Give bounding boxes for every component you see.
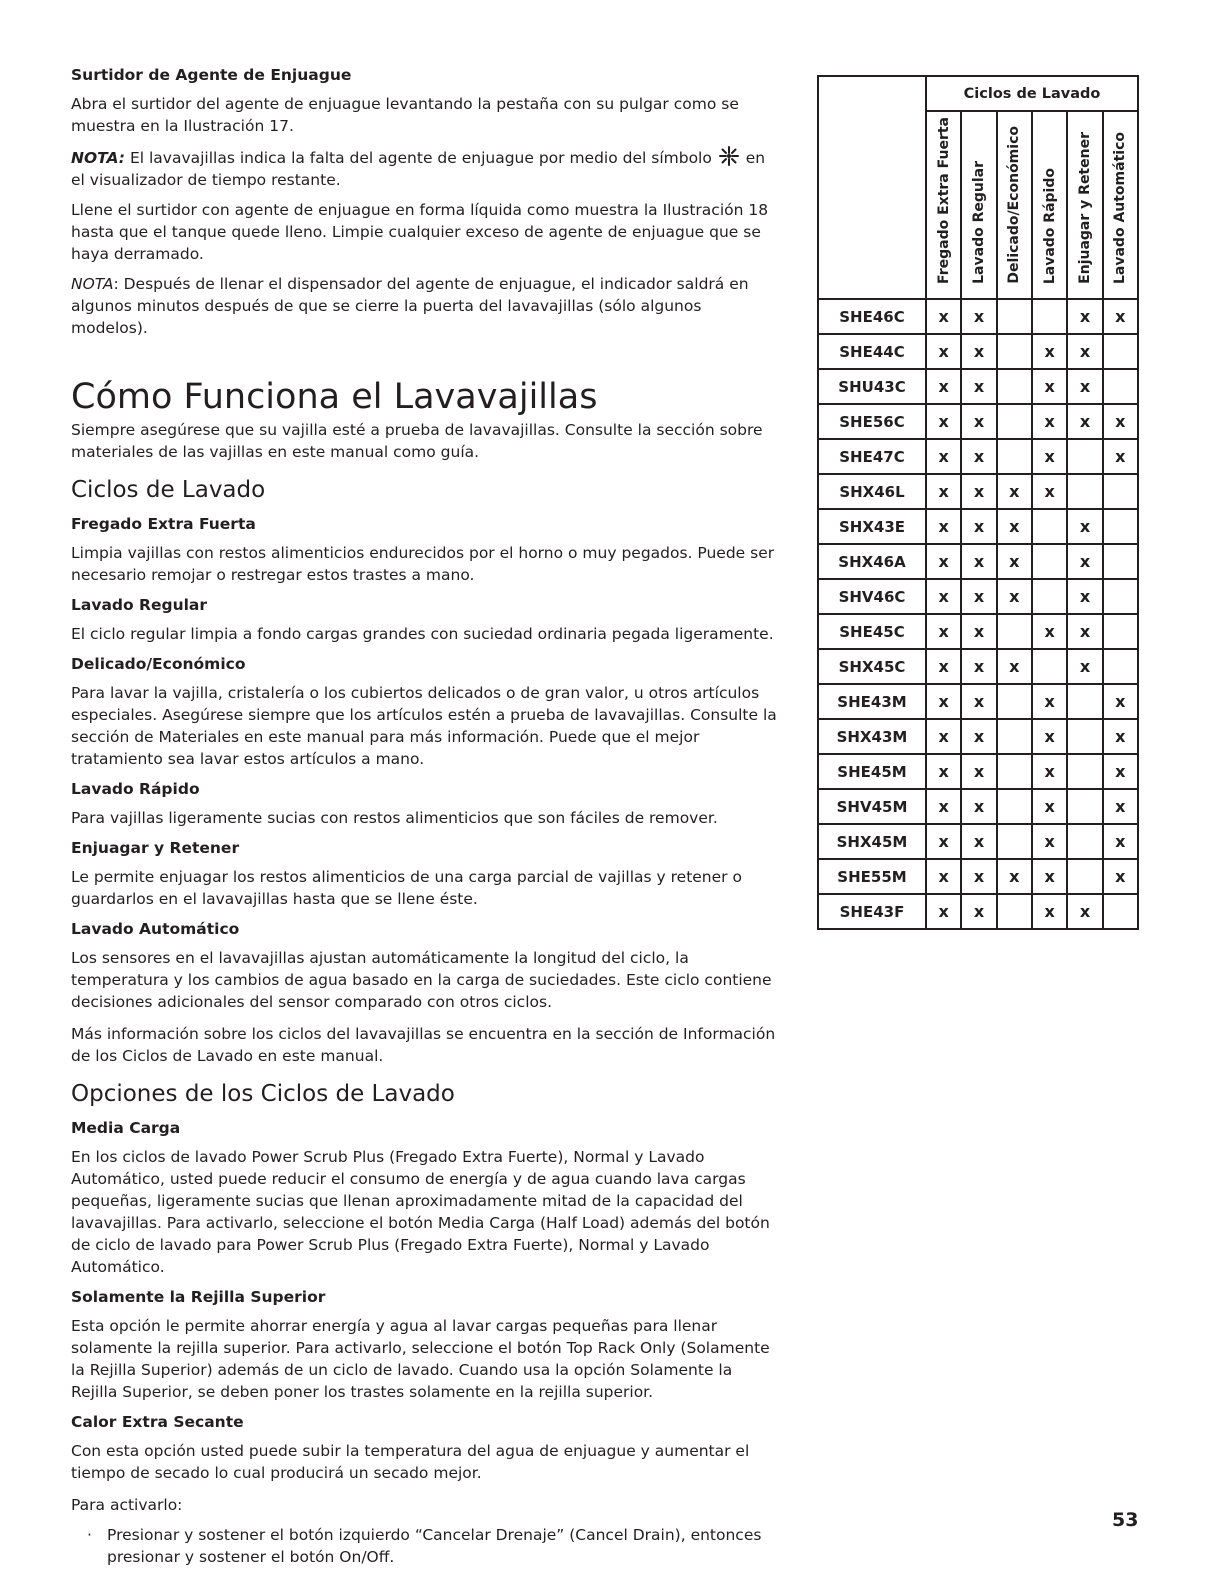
cycle-text: Le permite enjuagar los restos alimenticios de una carga parcial de vajillas y retener o guardarlos en el lavavajillas hasta que se llene éste. bbox=[71, 868, 742, 908]
option-list bbox=[71, 1119, 783, 1484]
mark-cell: x bbox=[961, 579, 996, 614]
table-title: Ciclos de Lavado bbox=[926, 76, 1138, 111]
column-header bbox=[1032, 111, 1067, 299]
mark-cell: x bbox=[961, 824, 996, 859]
table-row bbox=[818, 789, 1138, 824]
mark-cell: x bbox=[926, 684, 961, 719]
empty-cell bbox=[1032, 649, 1067, 684]
model-cell: SHE47C bbox=[818, 439, 926, 474]
mark-cell: x bbox=[926, 719, 961, 754]
empty-cell bbox=[997, 614, 1032, 649]
table-row bbox=[818, 684, 1138, 719]
mark-cell: x bbox=[997, 509, 1032, 544]
model-cell: SHE43M bbox=[818, 684, 926, 719]
cycle-title: Lavado Automático bbox=[71, 920, 240, 938]
cycles-more: Más información sobre los ciclos del lavavajillas se encuentra en la sección de Información de los Ciclos de Lavado en este manual. bbox=[71, 1025, 776, 1065]
mark-cell: x bbox=[1032, 719, 1067, 754]
mark-cell: x bbox=[1103, 684, 1138, 719]
model-cell: SHX45M bbox=[818, 824, 926, 859]
table-row bbox=[818, 404, 1138, 439]
empty-cell bbox=[1067, 859, 1102, 894]
mark-cell: x bbox=[1067, 649, 1102, 684]
option-text: En los ciclos de lavado Power Scrub Plus (Fregado Extra Fuerte), Normal y Lavado Automático, usted puede reducir el consumo de energía y de agua cuando lava cargas pequeñas, ligeramente sucias que llenan aproximadamente mitad de la capacidad del lavavajillas. Para activarlo, seleccione el botón Media Carga (Half Load) además del botón de ciclo de lavado para Power Scrub Plus (Fregado Extra Fuerte), Normal y Lavado Automático. bbox=[71, 1148, 770, 1276]
mark-cell: x bbox=[926, 544, 961, 579]
mark-cell: x bbox=[926, 789, 961, 824]
empty-cell bbox=[997, 894, 1032, 929]
mark-cell: x bbox=[1067, 894, 1102, 929]
mark-cell: x bbox=[926, 894, 961, 929]
mark-cell: x bbox=[1032, 404, 1067, 439]
mark-cell: x bbox=[1032, 369, 1067, 404]
rinse-heading: Surtidor de Agente de Enjuague bbox=[71, 66, 352, 84]
model-cell: SHU43C bbox=[818, 369, 926, 404]
mark-cell: x bbox=[961, 509, 996, 544]
mark-cell: x bbox=[1103, 439, 1138, 474]
column-header bbox=[961, 111, 996, 299]
table-row bbox=[818, 509, 1138, 544]
mark-cell: x bbox=[1032, 824, 1067, 859]
column-header-label: Enjuagar y Retener bbox=[1076, 132, 1093, 284]
mark-cell: x bbox=[961, 859, 996, 894]
table-row bbox=[818, 859, 1138, 894]
column-header bbox=[926, 111, 961, 299]
empty-cell bbox=[997, 439, 1032, 474]
column-header-label: Lavado Regular bbox=[970, 161, 987, 284]
mark-cell: x bbox=[926, 474, 961, 509]
empty-cell bbox=[1032, 509, 1067, 544]
mark-cell: x bbox=[1103, 754, 1138, 789]
cycle-title: Lavado Regular bbox=[71, 596, 208, 614]
model-cell: SHX46L bbox=[818, 474, 926, 509]
model-cell: SHV46C bbox=[818, 579, 926, 614]
table-row bbox=[818, 614, 1138, 649]
page-number: 53 bbox=[1112, 1509, 1139, 1531]
mark-cell: x bbox=[926, 649, 961, 684]
model-cell: SHE43F bbox=[818, 894, 926, 929]
empty-cell bbox=[997, 789, 1032, 824]
activate-label: Para activarlo: bbox=[71, 1496, 183, 1514]
empty-cell bbox=[1103, 649, 1138, 684]
cycle-text: Los sensores en el lavavajillas ajustan automáticamente la longitud del ciclo, la temperatura y los cambios de agua basado en la carga de suciedades. Este ciclo contiene decisiones adicionales del sensor comparado con otros ciclos. bbox=[71, 949, 772, 1011]
mark-cell: x bbox=[1103, 299, 1138, 334]
mark-cell: x bbox=[1032, 859, 1067, 894]
page-title: Cómo Funciona el Lavavajillas bbox=[71, 377, 598, 417]
cycle-text: Para lavar la vajilla, cristalería o los cubiertos delicados o de gran valor, u otros artículos especiales. Asegúrese siempre que los artículos estén a prueba de lavavajillas. Consulte la sección de Materiales en este manual para más información. Puede que el mejor tratamiento sea lavar estos artículos a mano. bbox=[71, 684, 777, 768]
mark-cell: x bbox=[926, 509, 961, 544]
mark-cell: x bbox=[1067, 579, 1102, 614]
cycle-title: Fregado Extra Fuerta bbox=[71, 515, 256, 533]
empty-cell bbox=[997, 299, 1032, 334]
option-title: Media Carga bbox=[71, 1119, 181, 1137]
empty-cell bbox=[1067, 824, 1102, 859]
column-header-label: Fregado Extra Fuerta bbox=[935, 117, 952, 284]
empty-cell bbox=[1067, 474, 1102, 509]
empty-cell bbox=[1032, 544, 1067, 579]
table-row bbox=[818, 719, 1138, 754]
mark-cell: x bbox=[1103, 404, 1138, 439]
mark-cell: x bbox=[926, 614, 961, 649]
table-row bbox=[818, 474, 1138, 509]
intro-text: Siempre asegúrese que su vajilla esté a prueba de lavavajillas. Consulte la sección sobre materiales de las vajillas en este manual como guía. bbox=[71, 421, 763, 461]
empty-cell bbox=[1103, 894, 1138, 929]
table-row bbox=[818, 894, 1138, 929]
mark-cell: x bbox=[961, 299, 996, 334]
mark-cell: x bbox=[961, 334, 996, 369]
cycle-title: Lavado Rápido bbox=[71, 780, 200, 798]
empty-cell bbox=[1103, 369, 1138, 404]
mark-cell: x bbox=[961, 894, 996, 929]
mark-cell: x bbox=[997, 579, 1032, 614]
mark-cell: x bbox=[1032, 684, 1067, 719]
model-cell: SHX43E bbox=[818, 509, 926, 544]
rinse-aid-icon bbox=[717, 145, 741, 167]
mark-cell: x bbox=[1032, 474, 1067, 509]
mark-cell: x bbox=[961, 754, 996, 789]
empty-cell bbox=[1103, 579, 1138, 614]
model-cell: SHV45M bbox=[818, 789, 926, 824]
column-header bbox=[1067, 111, 1102, 299]
empty-cell bbox=[1032, 299, 1067, 334]
model-cell: SHE56C bbox=[818, 404, 926, 439]
cycle-title: Delicado/Económico bbox=[71, 655, 246, 673]
column-header-label: Delicado/Económico bbox=[1006, 126, 1023, 284]
mark-cell: x bbox=[1067, 334, 1102, 369]
empty-cell bbox=[1067, 789, 1102, 824]
cycles-table bbox=[817, 75, 1139, 930]
mark-cell: x bbox=[1032, 789, 1067, 824]
option-text: Esta opción le permite ahorrar energía y agua al lavar cargas pequeñas para llenar solamente la rejilla superior. Para activarlo, seleccione el botón Top Rack Only (Solamente la Rejilla Superior) además de un ciclo de lavado. Cuando usa la opción Solamente la Rejilla Superior, se deben poner los trastes solamente en la rejilla superior. bbox=[71, 1317, 770, 1401]
mark-cell: x bbox=[926, 579, 961, 614]
rinse-note2 bbox=[71, 273, 783, 339]
cycle-text: Para vajillas ligeramente sucias con restos alimenticios que son fáciles de remover. bbox=[71, 809, 718, 827]
mark-cell: x bbox=[961, 684, 996, 719]
table-row bbox=[818, 544, 1138, 579]
cycle-text: Limpia vajillas con restos alimenticios endurecidos por el horno o muy pegados. Puede ser necesario remojar o restregar estos trastes a mano. bbox=[71, 544, 775, 584]
note-text-b: en el visualizador de tiempo restante. bbox=[71, 149, 766, 189]
mark-cell: x bbox=[961, 614, 996, 649]
table-row bbox=[818, 369, 1138, 404]
empty-cell bbox=[1067, 684, 1102, 719]
empty-cell bbox=[1067, 754, 1102, 789]
rinse-note1 bbox=[71, 145, 783, 191]
cycle-title: Enjuagar y Retener bbox=[71, 839, 240, 857]
bullet-mark: · bbox=[87, 1526, 92, 1544]
rinse-p1: Abra el surtidor del agente de enjuague levantando la pestaña con su pulgar como se muestra en la Ilustración 17. bbox=[71, 95, 739, 135]
mark-cell: x bbox=[926, 299, 961, 334]
column-header-label: Lavado Rápido bbox=[1041, 167, 1058, 284]
mark-cell: x bbox=[961, 544, 996, 579]
empty-cell bbox=[1103, 334, 1138, 369]
empty-cell bbox=[997, 684, 1032, 719]
empty-cell bbox=[1032, 579, 1067, 614]
empty-cell bbox=[997, 369, 1032, 404]
table-row bbox=[818, 334, 1138, 369]
cycle-text: El ciclo regular limpia a fondo cargas grandes con suciedad ordinaria pegada ligeramente. bbox=[71, 625, 774, 643]
empty-cell bbox=[1103, 544, 1138, 579]
empty-cell bbox=[1067, 719, 1102, 754]
mark-cell: x bbox=[997, 859, 1032, 894]
column-header bbox=[1103, 111, 1138, 299]
mark-cell: x bbox=[926, 334, 961, 369]
model-cell: SHX43M bbox=[818, 719, 926, 754]
empty-cell bbox=[1067, 439, 1102, 474]
table-row bbox=[818, 299, 1138, 334]
options-heading: Opciones de los Ciclos de Lavado bbox=[71, 1081, 455, 1107]
mark-cell: x bbox=[1067, 369, 1102, 404]
model-cell: SHE55M bbox=[818, 859, 926, 894]
model-cell: SHE45M bbox=[818, 754, 926, 789]
empty-cell bbox=[997, 719, 1032, 754]
mark-cell: x bbox=[961, 474, 996, 509]
bullet-item bbox=[71, 1524, 783, 1568]
model-cell: SHX45C bbox=[818, 649, 926, 684]
table-corner bbox=[818, 76, 926, 299]
mark-cell: x bbox=[961, 719, 996, 754]
model-cell: SHE45C bbox=[818, 614, 926, 649]
mark-cell: x bbox=[1032, 439, 1067, 474]
mark-cell: x bbox=[997, 474, 1032, 509]
empty-cell bbox=[1103, 614, 1138, 649]
option-title: Calor Extra Secante bbox=[71, 1413, 244, 1431]
note-label: NOTA: bbox=[71, 149, 126, 167]
mark-cell: x bbox=[1067, 614, 1102, 649]
table-row bbox=[818, 754, 1138, 789]
mark-cell: x bbox=[961, 369, 996, 404]
mark-cell: x bbox=[1067, 299, 1102, 334]
mark-cell: x bbox=[1032, 754, 1067, 789]
empty-cell bbox=[997, 334, 1032, 369]
mark-cell: x bbox=[1032, 614, 1067, 649]
note2-label: NOTA bbox=[71, 275, 114, 293]
mark-cell: x bbox=[926, 439, 961, 474]
note2-text: : Después de llenar el dispensador del agente de enjuague, el indicador saldrá en algunos minutos después de que se cierre la puerta del lavavajillas (sólo algunos modelos). bbox=[71, 275, 749, 337]
empty-cell bbox=[1103, 474, 1138, 509]
mark-cell: x bbox=[926, 824, 961, 859]
mark-cell: x bbox=[926, 369, 961, 404]
model-cell: SHE44C bbox=[818, 334, 926, 369]
rinse-p2: Llene el surtidor con agente de enjuague en forma líquida como muestra la Ilustración 18 hasta que el tanque quede lleno. Limpie cualquier exceso de agente de enjuague que se haya derramado. bbox=[71, 201, 769, 263]
column-header-label: Lavado Automático bbox=[1112, 131, 1129, 284]
mark-cell: x bbox=[1103, 859, 1138, 894]
bullet-text: Presionar y sostener el botón izquierdo “Cancelar Drenaje” (Cancel Drain), entonces presionar y sostener el botón On/Off. bbox=[107, 1526, 762, 1566]
empty-cell bbox=[997, 824, 1032, 859]
mark-cell: x bbox=[1103, 719, 1138, 754]
mark-cell: x bbox=[997, 649, 1032, 684]
empty-cell bbox=[997, 754, 1032, 789]
mark-cell: x bbox=[926, 754, 961, 789]
mark-cell: x bbox=[961, 649, 996, 684]
option-title: Solamente la Rejilla Superior bbox=[71, 1288, 326, 1306]
mark-cell: x bbox=[1067, 404, 1102, 439]
model-cell: SHX46A bbox=[818, 544, 926, 579]
mark-cell: x bbox=[1103, 789, 1138, 824]
mark-cell: x bbox=[961, 439, 996, 474]
left-column bbox=[71, 66, 783, 1568]
mark-cell: x bbox=[1032, 334, 1067, 369]
mark-cell: x bbox=[961, 404, 996, 439]
table-row bbox=[818, 579, 1138, 614]
cycles-heading: Ciclos de Lavado bbox=[71, 477, 266, 503]
table-row bbox=[818, 649, 1138, 684]
mark-cell: x bbox=[926, 859, 961, 894]
table-row bbox=[818, 439, 1138, 474]
table-row bbox=[818, 824, 1138, 859]
mark-cell: x bbox=[961, 789, 996, 824]
cycle-list bbox=[71, 515, 783, 1013]
note-text-a: El lavavajillas indica la falta del agente de enjuague por medio del símbolo bbox=[125, 149, 717, 167]
mark-cell: x bbox=[1067, 544, 1102, 579]
option-text: Con esta opción usted puede subir la temperatura del agua de enjuague y aumentar el tiempo de secado lo cual producirá un secado mejor. bbox=[71, 1442, 750, 1482]
mark-cell: x bbox=[926, 404, 961, 439]
empty-cell bbox=[997, 404, 1032, 439]
mark-cell: x bbox=[1103, 824, 1138, 859]
model-cell: SHE46C bbox=[818, 299, 926, 334]
mark-cell: x bbox=[1032, 894, 1067, 929]
column-header bbox=[997, 111, 1032, 299]
mark-cell: x bbox=[997, 544, 1032, 579]
empty-cell bbox=[1103, 509, 1138, 544]
mark-cell: x bbox=[1067, 509, 1102, 544]
